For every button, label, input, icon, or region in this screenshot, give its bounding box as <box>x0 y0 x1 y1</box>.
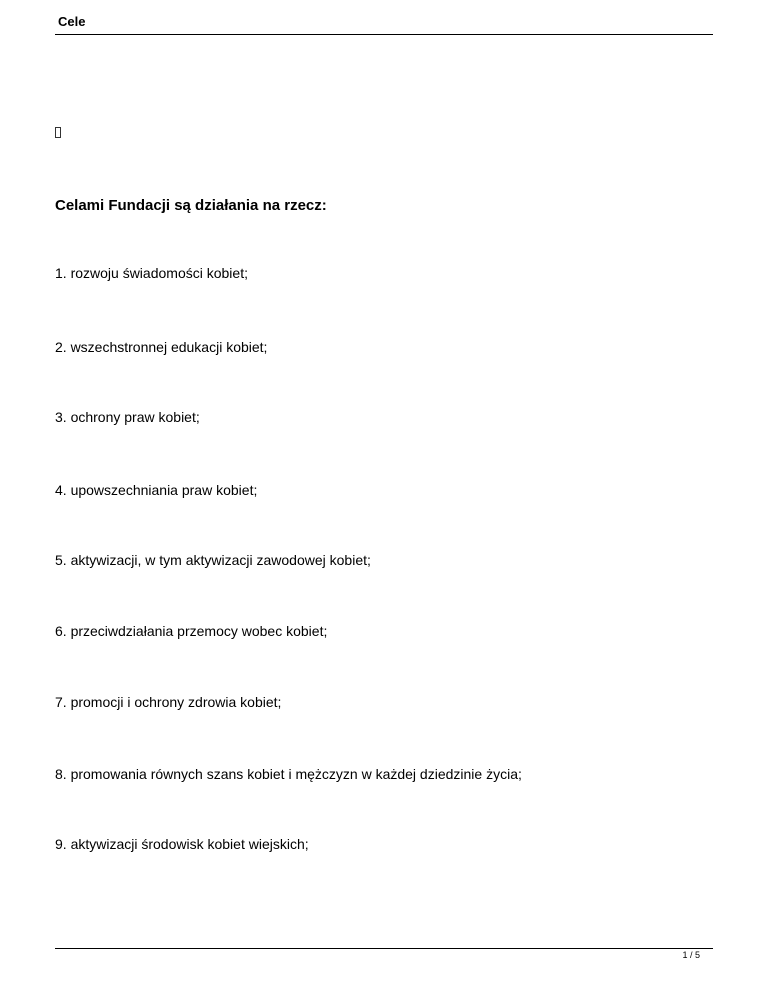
goal-item-2: 2. wszechstronnej edukacji kobiet; <box>55 339 268 355</box>
goal-item-7: 7. promocji i ochrony zdrowia kobiet; <box>55 694 282 710</box>
goal-item-1: 1. rozwoju świadomości kobiet; <box>55 265 248 281</box>
page-number: 1 / 5 <box>682 950 700 960</box>
goal-item-6: 6. przeciwdziałania przemocy wobec kobiet; <box>55 623 328 639</box>
goal-item-9: 9. aktywizacji środowisk kobiet wiejskich; <box>55 836 309 852</box>
goal-item-3: 3. ochrony praw kobiet; <box>55 409 200 425</box>
header-divider <box>55 34 713 35</box>
goal-item-5: 5. aktywizacji, w tym aktywizacji zawodowej kobiet; <box>55 552 371 568</box>
goals-intro-heading: Celami Fundacji są działania na rzecz: <box>55 197 327 214</box>
footer-divider <box>55 948 713 949</box>
page-header-title: Cele <box>58 14 86 29</box>
goal-item-4: 4. upowszechniania praw kobiet; <box>55 482 258 498</box>
goal-item-8: 8. promowania równych szans kobiet i mężczyzn w każdej dziedzinie życia; <box>55 766 522 782</box>
missing-glyph-icon <box>55 127 61 138</box>
